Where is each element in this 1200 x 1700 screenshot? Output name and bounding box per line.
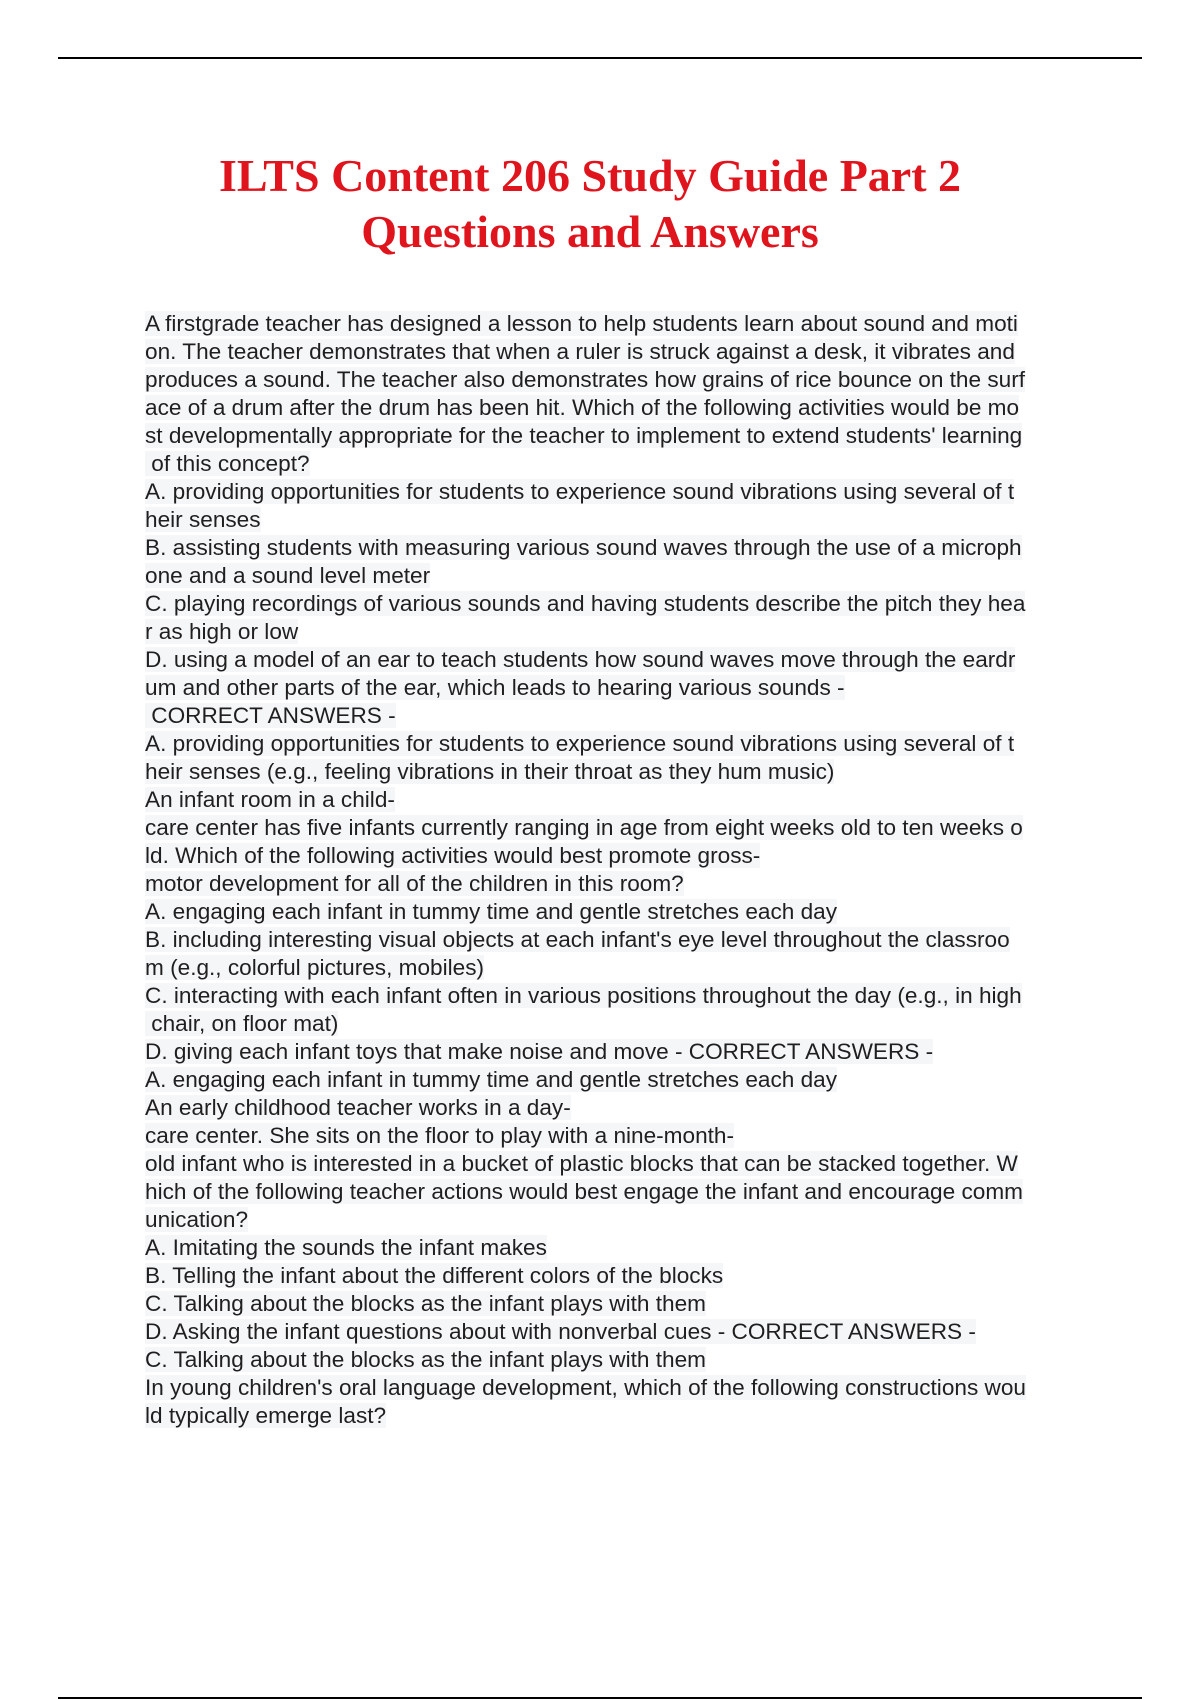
text-line: hich of the following teacher actions would best engage the infant and encourage comm xyxy=(145,1179,1023,1204)
answer-option-line: heir senses xyxy=(145,507,261,532)
answer-option-line: B. assisting students with measuring various sound waves through the use of a microph xyxy=(145,535,1022,560)
text-line: on. The teacher demonstrates that when a ruler is struck against a desk, it vibrates and xyxy=(145,339,1015,364)
title-line-2: Questions and Answers xyxy=(361,206,819,257)
text-line: An early childhood teacher works in a day- xyxy=(145,1095,571,1120)
answer-option-line: um and other parts of the ear, which leads to hearing various sounds - xyxy=(145,675,845,700)
text-line: st developmentally appropriate for the teacher to implement to extend students' learning xyxy=(145,423,1023,448)
answer-option-line: D. Asking the infant questions about with nonverbal cues - CORRECT ANSWERS - xyxy=(145,1319,976,1344)
answer-option-line: A. Imitating the sounds the infant makes xyxy=(145,1235,547,1260)
answer-option-line: B. Telling the infant about the different colors of the blocks xyxy=(145,1263,724,1288)
answer-option-line: A. engaging each infant in tummy time and gentle stretches each day xyxy=(145,899,838,924)
text-line: old infant who is interested in a bucket of plastic blocks that can be stacked together. W xyxy=(145,1151,1018,1176)
title-line-1: ILTS Content 206 Study Guide Part 2 xyxy=(218,150,962,201)
answer-option-line: D. giving each infant toys that make noise and move - CORRECT ANSWERS - xyxy=(145,1039,934,1064)
text-line: In young children's oral language development, which of the following constructions wou xyxy=(145,1375,1026,1400)
answer-option-line: D. using a model of an ear to teach students how sound waves move through the eardr xyxy=(145,647,1016,672)
answer-option-line: chair, on floor mat) xyxy=(145,1011,339,1036)
correct-answers-label: CORRECT ANSWERS - xyxy=(145,703,396,728)
answer-option-line: C. playing recordings of various sounds and having students describe the pitch they hea xyxy=(145,591,1026,616)
answer-option-line: one and a sound level meter xyxy=(145,563,431,588)
page-title xyxy=(0,148,1180,260)
answer-option-line: r as high or low xyxy=(145,619,299,644)
text-line: An infant room in a child- xyxy=(145,787,395,812)
text-line: care center has five infants currently ranging in age from eight weeks old to ten weeks o xyxy=(145,815,1023,840)
text-line: A firstgrade teacher has designed a lesson to help students learn about sound and moti xyxy=(145,311,1018,336)
document-body xyxy=(145,310,1095,1430)
correct-answer-line: heir senses (e.g., feeling vibrations in their throat as they hum music) xyxy=(145,759,835,784)
text-line: motor development for all of the children in this room? xyxy=(145,871,684,896)
correct-answer-line: C. Talking about the blocks as the infant plays with them xyxy=(145,1347,706,1372)
text-line: unication? xyxy=(145,1207,249,1232)
answer-option-line: m (e.g., colorful pictures, mobiles) xyxy=(145,955,485,980)
correct-answer-line: A. providing opportunities for students to experience sound vibrations using several of t xyxy=(145,731,1015,756)
top-rule xyxy=(58,57,1142,59)
answer-option-line: A. providing opportunities for students to experience sound vibrations using several of t xyxy=(145,479,1015,504)
answer-option-line: C. interacting with each infant often in various positions throughout the day (e.g., in high xyxy=(145,983,1022,1008)
text-line: care center. She sits on the floor to play with a nine-month- xyxy=(145,1123,735,1148)
bottom-rule xyxy=(58,1697,1142,1699)
text-line: produces a sound. The teacher also demonstrates how grains of rice bounce on the surf xyxy=(145,367,1026,392)
text-line: of this concept? xyxy=(145,451,310,476)
text-line: ace of a drum after the drum has been hit. Which of the following activities would be mo xyxy=(145,395,1020,420)
correct-answer-line: A. engaging each infant in tummy time and gentle stretches each day xyxy=(145,1067,838,1092)
text-line: ld typically emerge last? xyxy=(145,1403,387,1428)
answer-option-line: C. Talking about the blocks as the infant plays with them xyxy=(145,1291,706,1316)
answer-option-line: B. including interesting visual objects at each infant's eye level throughout the classroo xyxy=(145,927,1010,952)
text-line: ld. Which of the following activities would best promote gross- xyxy=(145,843,761,868)
